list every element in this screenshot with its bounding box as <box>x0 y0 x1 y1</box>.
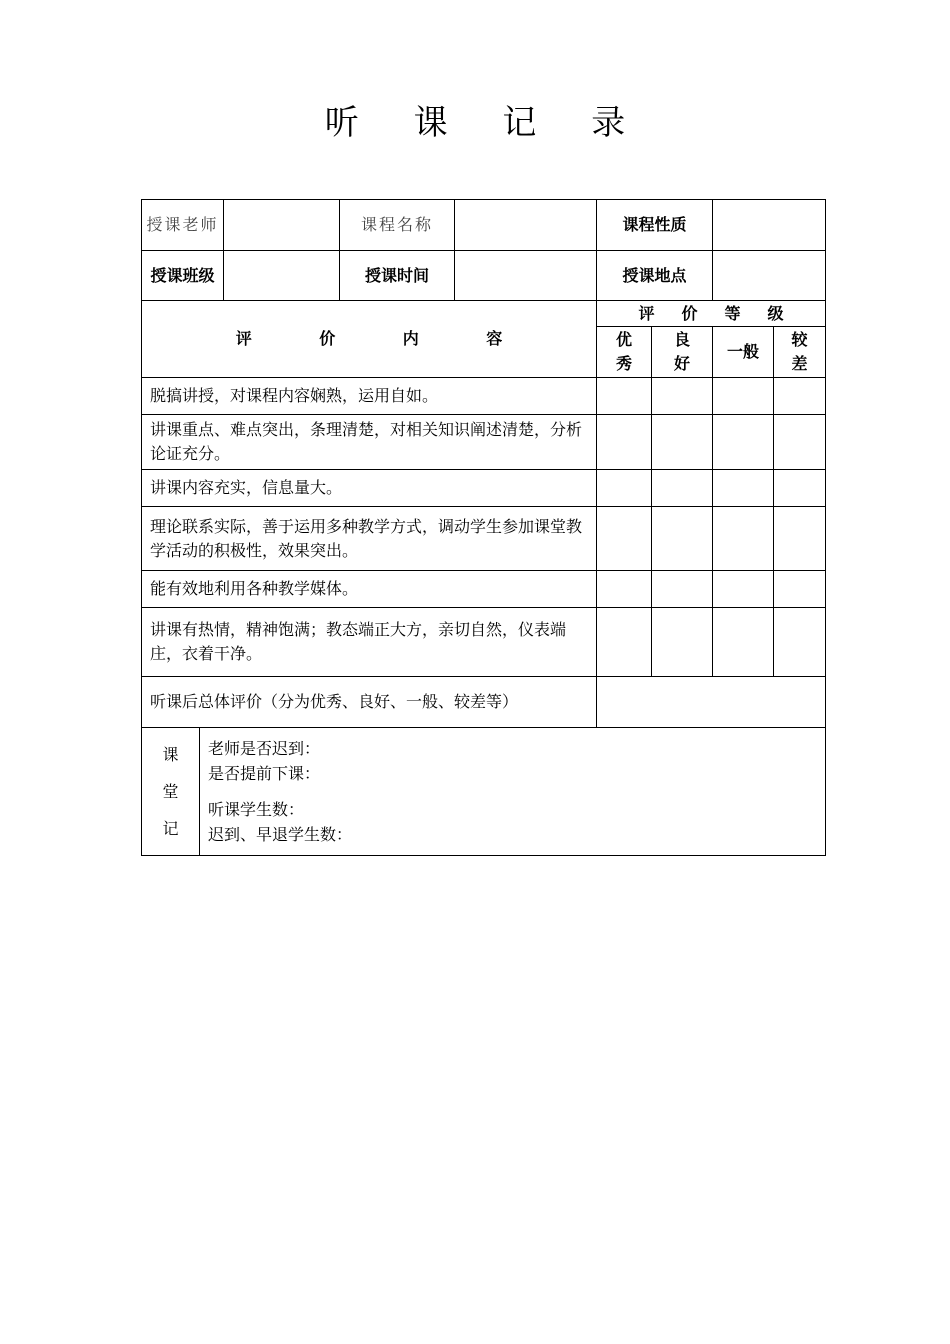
side-char: 记 <box>162 819 179 838</box>
criterion-row <box>142 415 826 470</box>
class-label: 授课班级 <box>142 251 224 301</box>
grade-cell-average[interactable] <box>713 507 774 571</box>
grade-cell-excellent[interactable] <box>597 608 652 677</box>
criterion-row <box>142 378 826 415</box>
overall-row <box>142 677 826 728</box>
header-row-1 <box>142 200 826 251</box>
student-count-line: 听课学生数： <box>208 800 305 819</box>
criterion-text: 讲课重点、难点突出，条理清楚，对相关知识阐述清楚，分析论证充分。 <box>142 415 597 470</box>
grade-cell-poor[interactable] <box>774 571 826 608</box>
header-row-2 <box>142 251 826 301</box>
time-value[interactable] <box>455 251 597 301</box>
grade-cell-poor[interactable] <box>774 415 826 470</box>
time-label: 授课时间 <box>340 251 455 301</box>
course-type-label: 课程性质 <box>597 200 713 251</box>
grade-cell-good[interactable] <box>652 415 713 470</box>
side-char: 课 <box>162 745 179 764</box>
teacher-value[interactable] <box>224 200 340 251</box>
grade-cell-good[interactable] <box>652 507 713 571</box>
grade-cell-poor[interactable] <box>774 608 826 677</box>
location-label: 授课地点 <box>597 251 713 301</box>
grade-cell-excellent[interactable] <box>597 378 652 415</box>
classroom-row <box>142 728 826 856</box>
page-title: 听 课 记 录 <box>324 103 648 143</box>
criterion-text: 理论联系实际，善于运用多种教学方式，调动学生参加课堂教学活动的积极性，效果突出。 <box>142 507 597 571</box>
criterion-row <box>142 470 826 507</box>
grade-header-char: 级 <box>767 303 784 323</box>
criterion-text: 讲课内容充实，信息量大。 <box>142 470 597 507</box>
grade-cell-good[interactable] <box>652 571 713 608</box>
side-char: 堂 <box>162 782 179 801</box>
overall-label: 听课后总体评价（分为优秀、良好、一般、较差等） <box>142 677 597 728</box>
criterion-row <box>142 571 826 608</box>
grade-cell-good[interactable] <box>652 378 713 415</box>
grade-cell-average[interactable] <box>713 378 774 415</box>
grade-poor: 较差 <box>774 327 826 378</box>
criterion-text: 讲课有热情，精神饱满；教态端正大方，亲切自然，仪表端庄，衣着干净。 <box>142 608 597 677</box>
criterion-row <box>142 608 826 677</box>
grade-cell-average[interactable] <box>713 415 774 470</box>
grade-cell-excellent[interactable] <box>597 571 652 608</box>
classroom-notes[interactable] <box>200 728 826 856</box>
grade-header-row <box>142 301 826 327</box>
teacher-label: 授课老师 <box>142 200 224 251</box>
content-header-char: 容 <box>486 329 503 348</box>
class-value[interactable] <box>224 251 340 301</box>
grade-header-char: 价 <box>681 303 698 323</box>
grade-cell-good[interactable] <box>652 470 713 507</box>
course-name-value[interactable] <box>455 200 597 251</box>
grade-average: 一般 <box>713 327 774 378</box>
content-header-char: 价 <box>319 329 336 348</box>
teacher-late-line: 老师是否迟到： <box>208 739 321 758</box>
criterion-row <box>142 507 826 571</box>
grade-cell-good[interactable] <box>652 608 713 677</box>
grade-cell-average[interactable] <box>713 608 774 677</box>
grade-excellent: 优秀 <box>597 327 652 378</box>
grade-cell-excellent[interactable] <box>597 470 652 507</box>
grade-cell-average[interactable] <box>713 470 774 507</box>
grade-cell-excellent[interactable] <box>597 507 652 571</box>
grade-header-char: 等 <box>724 303 741 323</box>
late-leave-count-line: 迟到、早退学生数： <box>208 825 353 844</box>
content-header <box>142 301 597 378</box>
content-header-char: 评 <box>235 329 252 348</box>
course-name-label: 课程名称 <box>340 200 455 251</box>
location-value[interactable] <box>713 251 826 301</box>
grade-cell-poor[interactable] <box>774 470 826 507</box>
criterion-text: 脱搞讲授，对课程内容娴熟，运用自如。 <box>142 378 597 415</box>
criterion-text: 能有效地利用各种教学媒体。 <box>142 571 597 608</box>
grade-good: 良好 <box>652 327 713 378</box>
grade-cell-poor[interactable] <box>774 378 826 415</box>
overall-value[interactable] <box>597 677 826 728</box>
content-header-char: 内 <box>402 329 419 348</box>
classroom-side-label <box>142 728 200 856</box>
course-type-value[interactable] <box>713 200 826 251</box>
grade-header <box>597 301 826 327</box>
grade-cell-excellent[interactable] <box>597 415 652 470</box>
early-dismissal-line: 是否提前下课： <box>208 764 321 783</box>
grade-header-char: 评 <box>638 303 655 323</box>
grade-cell-poor[interactable] <box>774 507 826 571</box>
observation-form <box>141 199 826 856</box>
grade-cell-average[interactable] <box>713 571 774 608</box>
